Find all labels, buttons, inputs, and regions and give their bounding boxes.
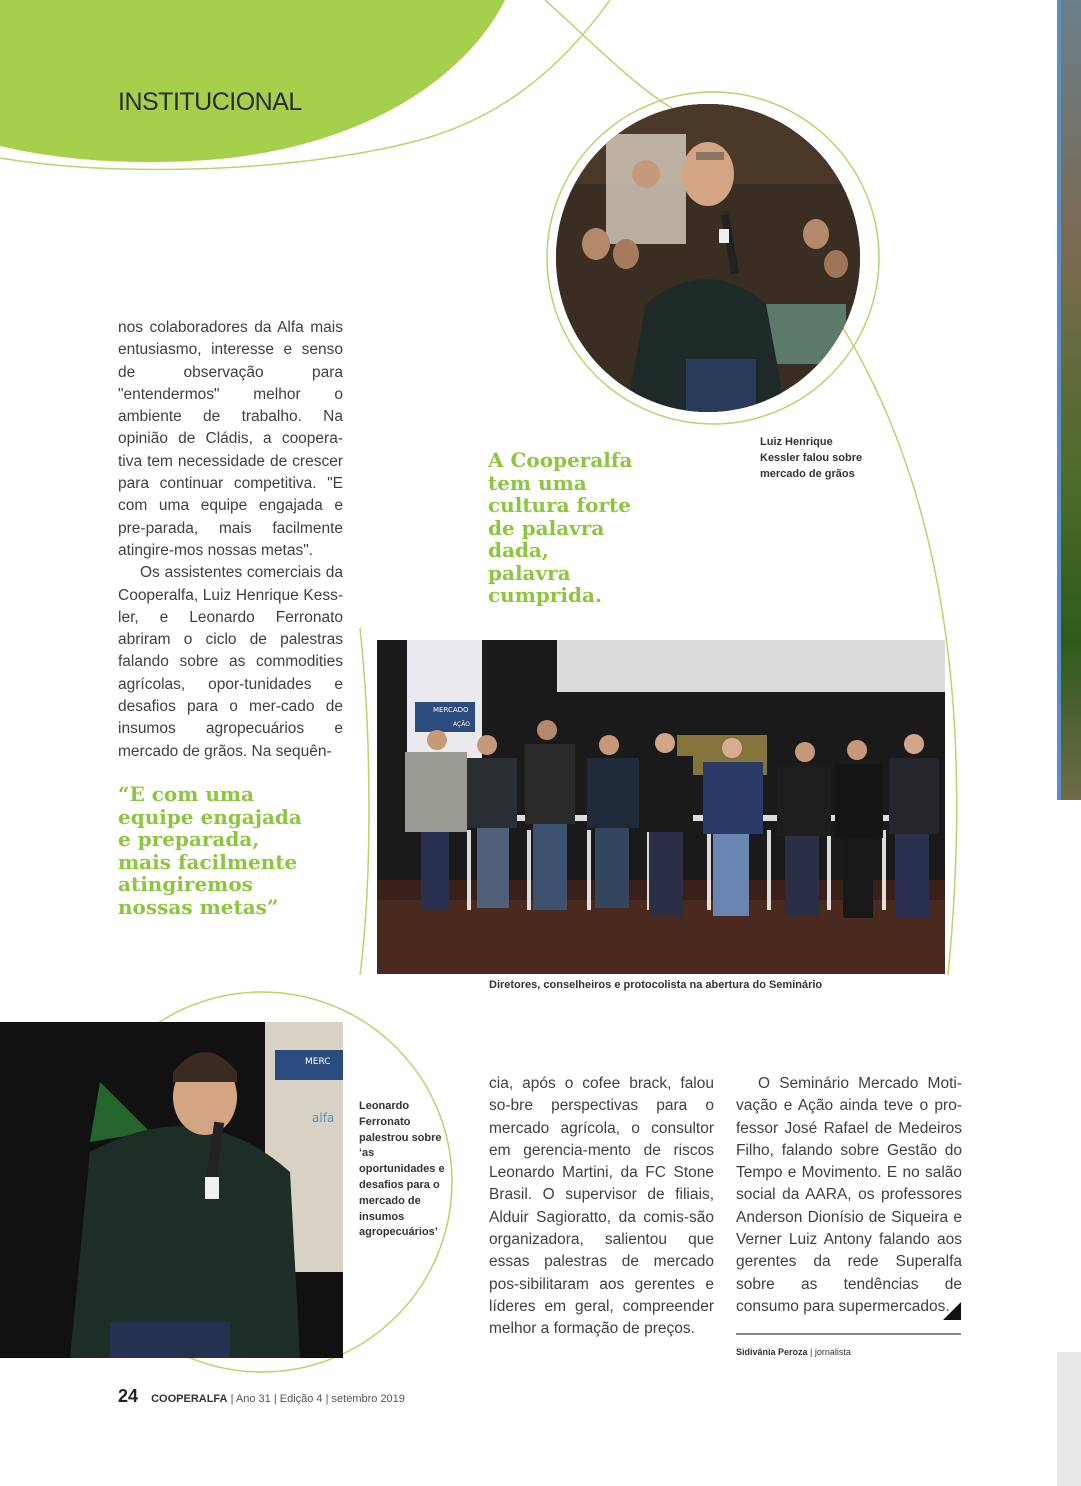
byline-rule bbox=[736, 1333, 961, 1335]
article-column-1 bbox=[118, 317, 343, 763]
byline-name: Sidivânia Peroza bbox=[736, 1347, 808, 1357]
banner-text-2: AÇÃO bbox=[453, 721, 470, 728]
banner-text-3: MERC bbox=[305, 1057, 331, 1067]
pull-quote-left: “E com uma equipe engajada e preparada, mais facilmente atingiremos nossas metas” bbox=[118, 782, 302, 919]
separator: | bbox=[810, 1347, 815, 1357]
caption-ferronato: Leonardo Ferronato palestrou sobre ‘as oportunidades e desafios para o mercado de insumos agropecuários’ bbox=[359, 1100, 445, 1239]
footer-year: Ano 31 bbox=[235, 1393, 271, 1405]
pull-quote-top: A Cooperalfa tem uma cultura forte de palavra dada, palavra cumprida. bbox=[488, 448, 633, 607]
byline-role: jornalista bbox=[814, 1347, 851, 1357]
separator: | bbox=[273, 1393, 280, 1405]
photo-ferronato bbox=[0, 1022, 343, 1358]
photo-group bbox=[377, 640, 945, 974]
caption-group: Diretores, conselheiros e protocolista na abertura do Seminário bbox=[489, 979, 823, 991]
footer-brand: COOPERALFA bbox=[151, 1393, 228, 1405]
photo-kessler bbox=[556, 104, 860, 412]
paragraph: O Seminário Mercado Moti-vação e Ação ainda teve o pro-fessor José Rafael de Medeiros Filho, falando sobre Gestão do Tempo e Movimento. E no salão social da AARA, os professores Anderson Dionísio de Siqueira e Verner Luiz Antony falando aos gerentes da rede Superalfa sobre as tendências de consumo para supermercados. bbox=[736, 1075, 962, 1315]
page-number: 24 bbox=[118, 1386, 139, 1406]
end-mark-icon bbox=[943, 1302, 961, 1320]
footer-date: setembro 2019 bbox=[331, 1393, 405, 1405]
article-column-2 bbox=[489, 1073, 714, 1341]
curve-line-left bbox=[360, 628, 369, 975]
article-column-3 bbox=[736, 1073, 962, 1318]
page-footer bbox=[118, 1386, 405, 1407]
banner-text: MERCADO bbox=[433, 706, 469, 714]
caption-kessler: Luiz Henrique Kessler falou sobre mercado de grãos bbox=[760, 436, 863, 480]
byline bbox=[736, 1347, 851, 1357]
separator: | bbox=[230, 1393, 236, 1405]
paragraph: nos colaboradores da Alfa mais entusiasmo, interesse e senso de observação para "entendermos" melhor o ambiente de trabalho. Na opinião de Cládis, a coopera-tiva tem necessidade de crescer para continuar competitiva. "E com uma equipe engajada e pre-parada, mais facilmente atingire-mos nossas metas". bbox=[118, 319, 343, 559]
footer-edition: Edição 4 bbox=[279, 1393, 323, 1405]
alfa-logo-text: alfa bbox=[312, 1111, 335, 1125]
section-title: INSTITUCIONAL bbox=[118, 88, 302, 116]
separator: | bbox=[325, 1393, 332, 1405]
paragraph: Os assistentes comerciais da Cooperalfa, Luiz Henrique Kess-ler, e Leonardo Ferronato abriram o ciclo de palestras falando sobre as commodities agrícolas, opor-tunidades e desafios para o mer-cado de insumos agropecuários e mercado de grãos. Na sequên- bbox=[118, 564, 343, 760]
paragraph: cia, após o cofee brack, falou so-bre perspectivas para o mercado agrícola, o consultor em gerencia-mento de riscos Leonardo Martini, da FC Stone Brasil. O supervisor de filiais, Alduir Sagioratto, da comis-são organizadora, salientou que essas palestras de mercado pos-sibilitaram aos gerentes e líderes em geral, compreender melhor a formação de preços. bbox=[489, 1075, 714, 1338]
